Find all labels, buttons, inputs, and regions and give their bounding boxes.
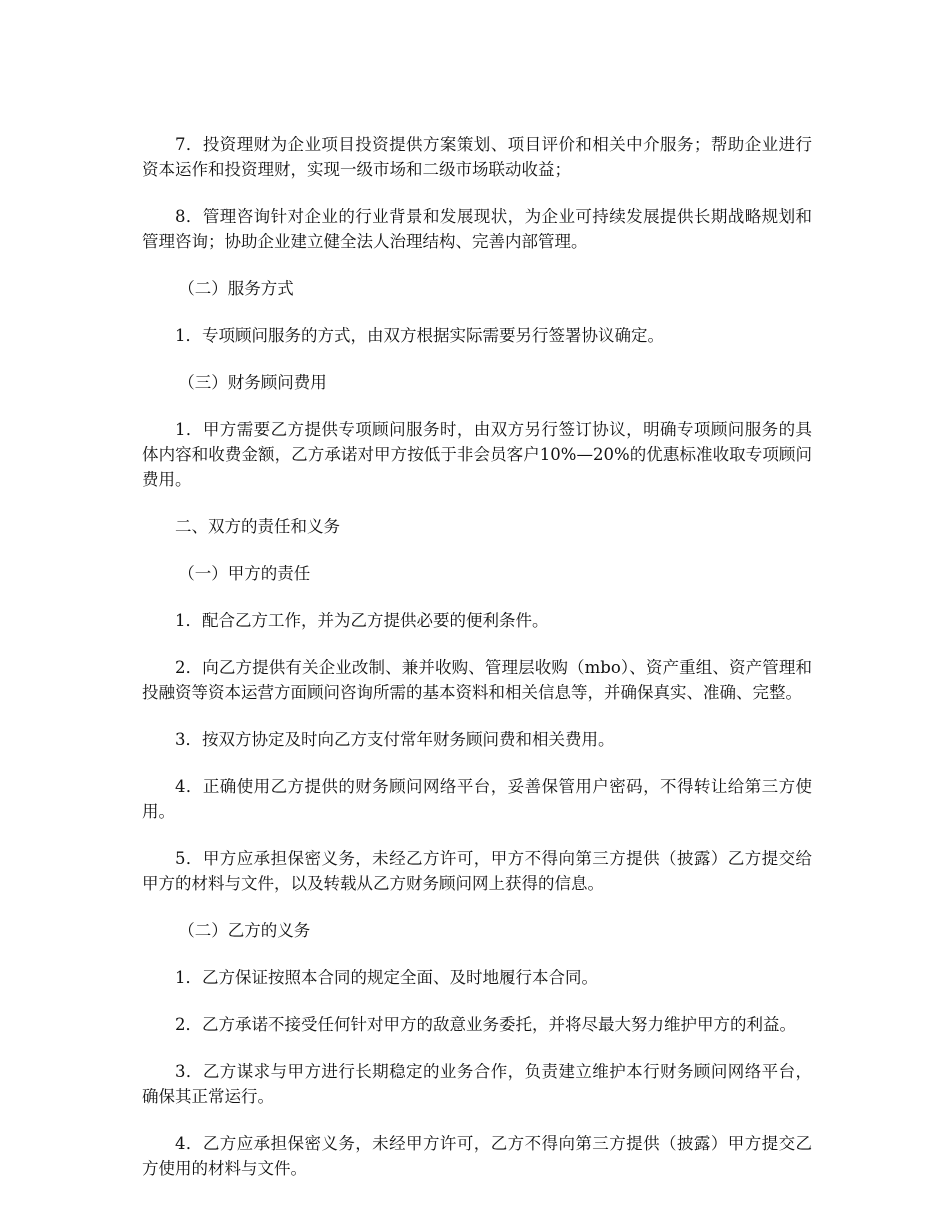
clause-b-4: 4．乙方应承担保密义务，未经甲方许可，乙方不得向第三方提供（披露）甲方提交乙方使用的材料与文件。: [142, 1134, 812, 1178]
section-heading-service-method: （二）服务方式: [178, 279, 294, 298]
clause-b-2: 2．乙方承诺不接受任何针对甲方的敌意业务委托，并将尽最大努力维护甲方的利益。: [175, 1015, 796, 1034]
clause-8-consulting: 8．管理咨询针对企业的行业背景和发展现状，为企业可持续发展提供长期战略规划和管理咨询；协助企业建立健全法人治理结构、完善内部管理。: [142, 207, 812, 251]
clause-a-4: 4．正确使用乙方提供的财务顾问网络平台，妥善保管用户密码，不得转让给第三方使用。: [142, 777, 812, 821]
section-heading-fee: （三）财务顾问费用: [178, 373, 327, 392]
section-heading-party-a: （一）甲方的责任: [178, 564, 311, 583]
section-heading-duties: 二、双方的责任和义务: [175, 517, 340, 536]
section-heading-party-b: （二）乙方的义务: [178, 921, 311, 940]
clause-method-1: 1．专项顾问服务的方式，由双方根据实际需要另行签署协议确定。: [175, 326, 664, 345]
document-body: [142, 132, 812, 1181]
clause-a-1: 1．配合乙方工作，并为乙方提供必要的便利条件。: [175, 611, 549, 630]
clause-fee-1: 1．甲方需要乙方提供专项顾问服务时，由双方另行签订协议，明确专项顾问服务的具体内容和收费金额，乙方承诺对甲方按低于非会员客户10%—20%的优惠标准收取专项顾问费用。: [142, 420, 812, 489]
clause-b-1: 1．乙方保证按照本合同的规定全面、及时地履行本合同。: [175, 968, 598, 987]
clause-7-investment: 7．投资理财为企业项目投资提供方案策划、项目评价和相关中介服务；帮助企业进行资本运作和投资理财，实现一级市场和二级市场联动收益；: [142, 135, 812, 179]
clause-b-3: 3．乙方谋求与甲方进行长期稳定的业务合作，负责建立维护本行财务顾问网络平台，确保其正常运行。: [142, 1062, 812, 1106]
clause-a-5: 5．甲方应承担保密义务，未经乙方许可，甲方不得向第三方提供（披露）乙方提交给甲方的材料与文件，以及转载从乙方财务顾问网上获得的信息。: [142, 849, 812, 893]
clause-a-3: 3．按双方协定及时向乙方支付常年财务顾问费和相关费用。: [175, 730, 615, 749]
clause-a-2: 2．向乙方提供有关企业改制、兼并收购、管理层收购（mbo）、资产重组、资产管理和投融资等资本运营方面顾问咨询所需的基本资料和相关信息等，并确保真实、准确、完整。: [142, 658, 812, 702]
